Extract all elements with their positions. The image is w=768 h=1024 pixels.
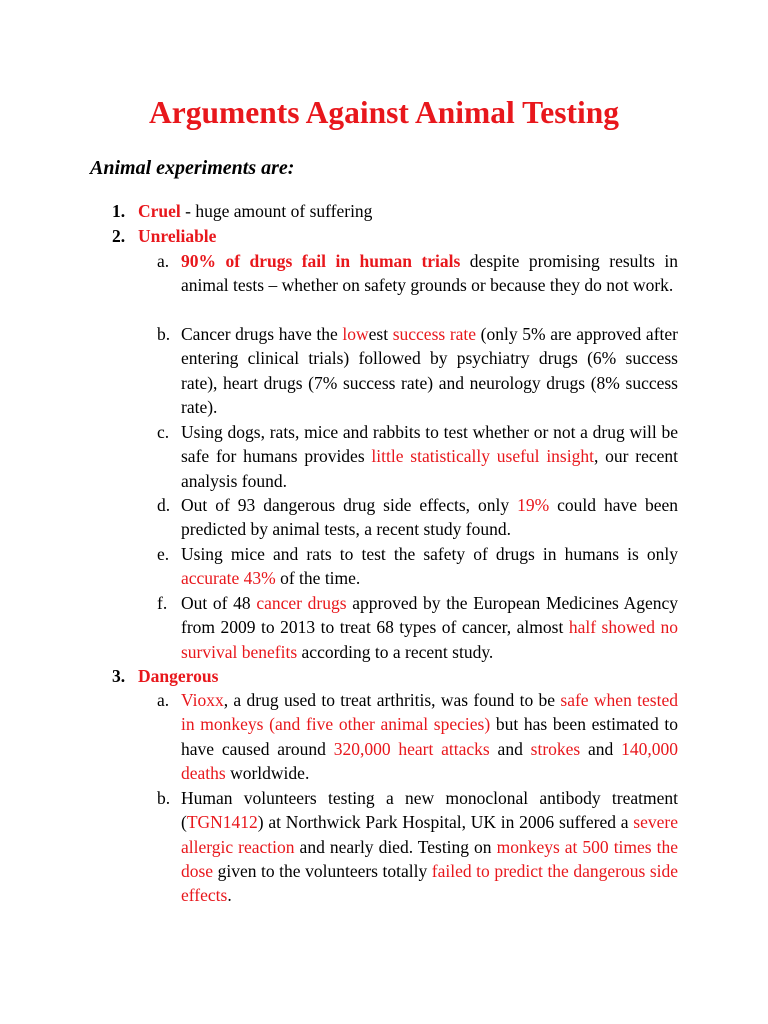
- subitem-2e: [157, 542, 678, 591]
- subitem-2a: [157, 249, 678, 298]
- subitem-text: worldwide.: [225, 762, 310, 783]
- item-heading-cruel: Cruel: [138, 201, 181, 221]
- subitem-text: Human volunteers testing a new monoclonal antibody treatment (: [181, 788, 678, 833]
- subitem-text: , our recent analysis found.: [181, 446, 678, 491]
- highlight: accurate 43%: [181, 568, 276, 589]
- subitem-letter: b.: [157, 324, 171, 344]
- subitem-text: Cancer drugs have the: [181, 324, 343, 344]
- list-number: 1.: [112, 201, 126, 221]
- highlight: TGN1412: [186, 812, 258, 833]
- subitem-text: Out of 48: [181, 593, 257, 613]
- subitem-text: but has been estimated to have caused around: [181, 714, 678, 759]
- highlight: half showed no survival benefits: [181, 617, 678, 662]
- subitem-letter: c.: [157, 422, 170, 442]
- subitem-text: according to a recent study.: [297, 641, 494, 662]
- subitem-2b: [157, 322, 678, 419]
- subitem-letter: a.: [157, 251, 170, 271]
- highlight: severe allergic reaction: [181, 812, 678, 857]
- subitem-text: , a drug used to treat arthritis, was found to be: [223, 690, 561, 710]
- list-number: 2.: [112, 226, 126, 246]
- subitem-text: of the time.: [275, 568, 361, 589]
- subitem-text: Using mice and rats to test the safety of drugs in humans is only: [181, 544, 678, 564]
- highlight: cancer drugs: [256, 593, 347, 613]
- highlight: Vioxx: [181, 690, 224, 710]
- highlight: 320,000 heart attacks: [333, 738, 490, 759]
- highlight: little statistically useful insight: [371, 446, 594, 467]
- subitem-letter: f.: [157, 593, 168, 613]
- subtitle: Animal experiments are:: [90, 157, 295, 179]
- highlight: failed to predict the dangerous side effects: [181, 860, 679, 906]
- subitem-text: Out of 93 dangerous drug side effects, only: [181, 495, 518, 515]
- subitem-text: given to the volunteers totally: [213, 860, 432, 881]
- subitem-text: despite promising results in animal tests – whether on safety grounds or because they do not work.: [181, 251, 678, 296]
- subitem-text: Using dogs, rats, mice and rabbits to test whether or not a drug will be safe for humans provides: [181, 422, 678, 467]
- subitem-text: and: [580, 738, 622, 759]
- highlight: success rate: [392, 324, 477, 344]
- subitem-letter: e.: [157, 544, 170, 564]
- subitem-text: and nearly died. Testing on: [294, 836, 497, 857]
- subitem-text: could have been predicted by animal tests, a recent study found.: [181, 495, 678, 540]
- item-heading-unreliable: Unreliable: [138, 226, 217, 246]
- subitem-text: approved by the European Medicines Agency from 2009 to 2013 to treat 68 types of cancer, almost: [181, 593, 678, 638]
- subitem-2d: [157, 493, 678, 542]
- subitem-3b: [157, 786, 678, 907]
- subitem-2c: [157, 420, 678, 493]
- subitem-3a: [157, 688, 678, 785]
- subitem-letter: a.: [157, 690, 170, 710]
- page-title: Arguments Against Animal Testing: [149, 95, 619, 130]
- item-heading-dangerous: Dangerous: [138, 666, 219, 686]
- subitem-text: and: [489, 738, 531, 759]
- subitem-text: .: [227, 885, 232, 906]
- highlight: safe when tested in monkeys (and five other animal species): [181, 690, 678, 735]
- highlight: 140,000 deaths: [181, 738, 678, 783]
- highlight: strokes: [530, 738, 581, 759]
- subitem-letter: b.: [157, 788, 171, 808]
- subitem-text: (only 5% are approved after entering clinical trials) followed by psychiatry drugs (6% success rate), heart drugs (7% success rate) and neurology drugs (8% success rate).: [181, 324, 678, 417]
- highlight: 90% of drugs fail in human trials: [181, 251, 461, 271]
- highlight: monkeys at 500 times the dose: [181, 836, 678, 881]
- highlight: low: [342, 324, 369, 344]
- item-text: - huge amount of suffering: [180, 201, 373, 221]
- subitem-text: est: [368, 324, 393, 344]
- list-number: 3.: [112, 666, 126, 686]
- highlight: 19%: [517, 495, 550, 515]
- subitem-letter: d.: [157, 495, 171, 515]
- subitem-2f: [157, 591, 678, 664]
- subitem-text: ) at Northwick Park Hospital, UK in 2006 suffered a: [257, 812, 634, 833]
